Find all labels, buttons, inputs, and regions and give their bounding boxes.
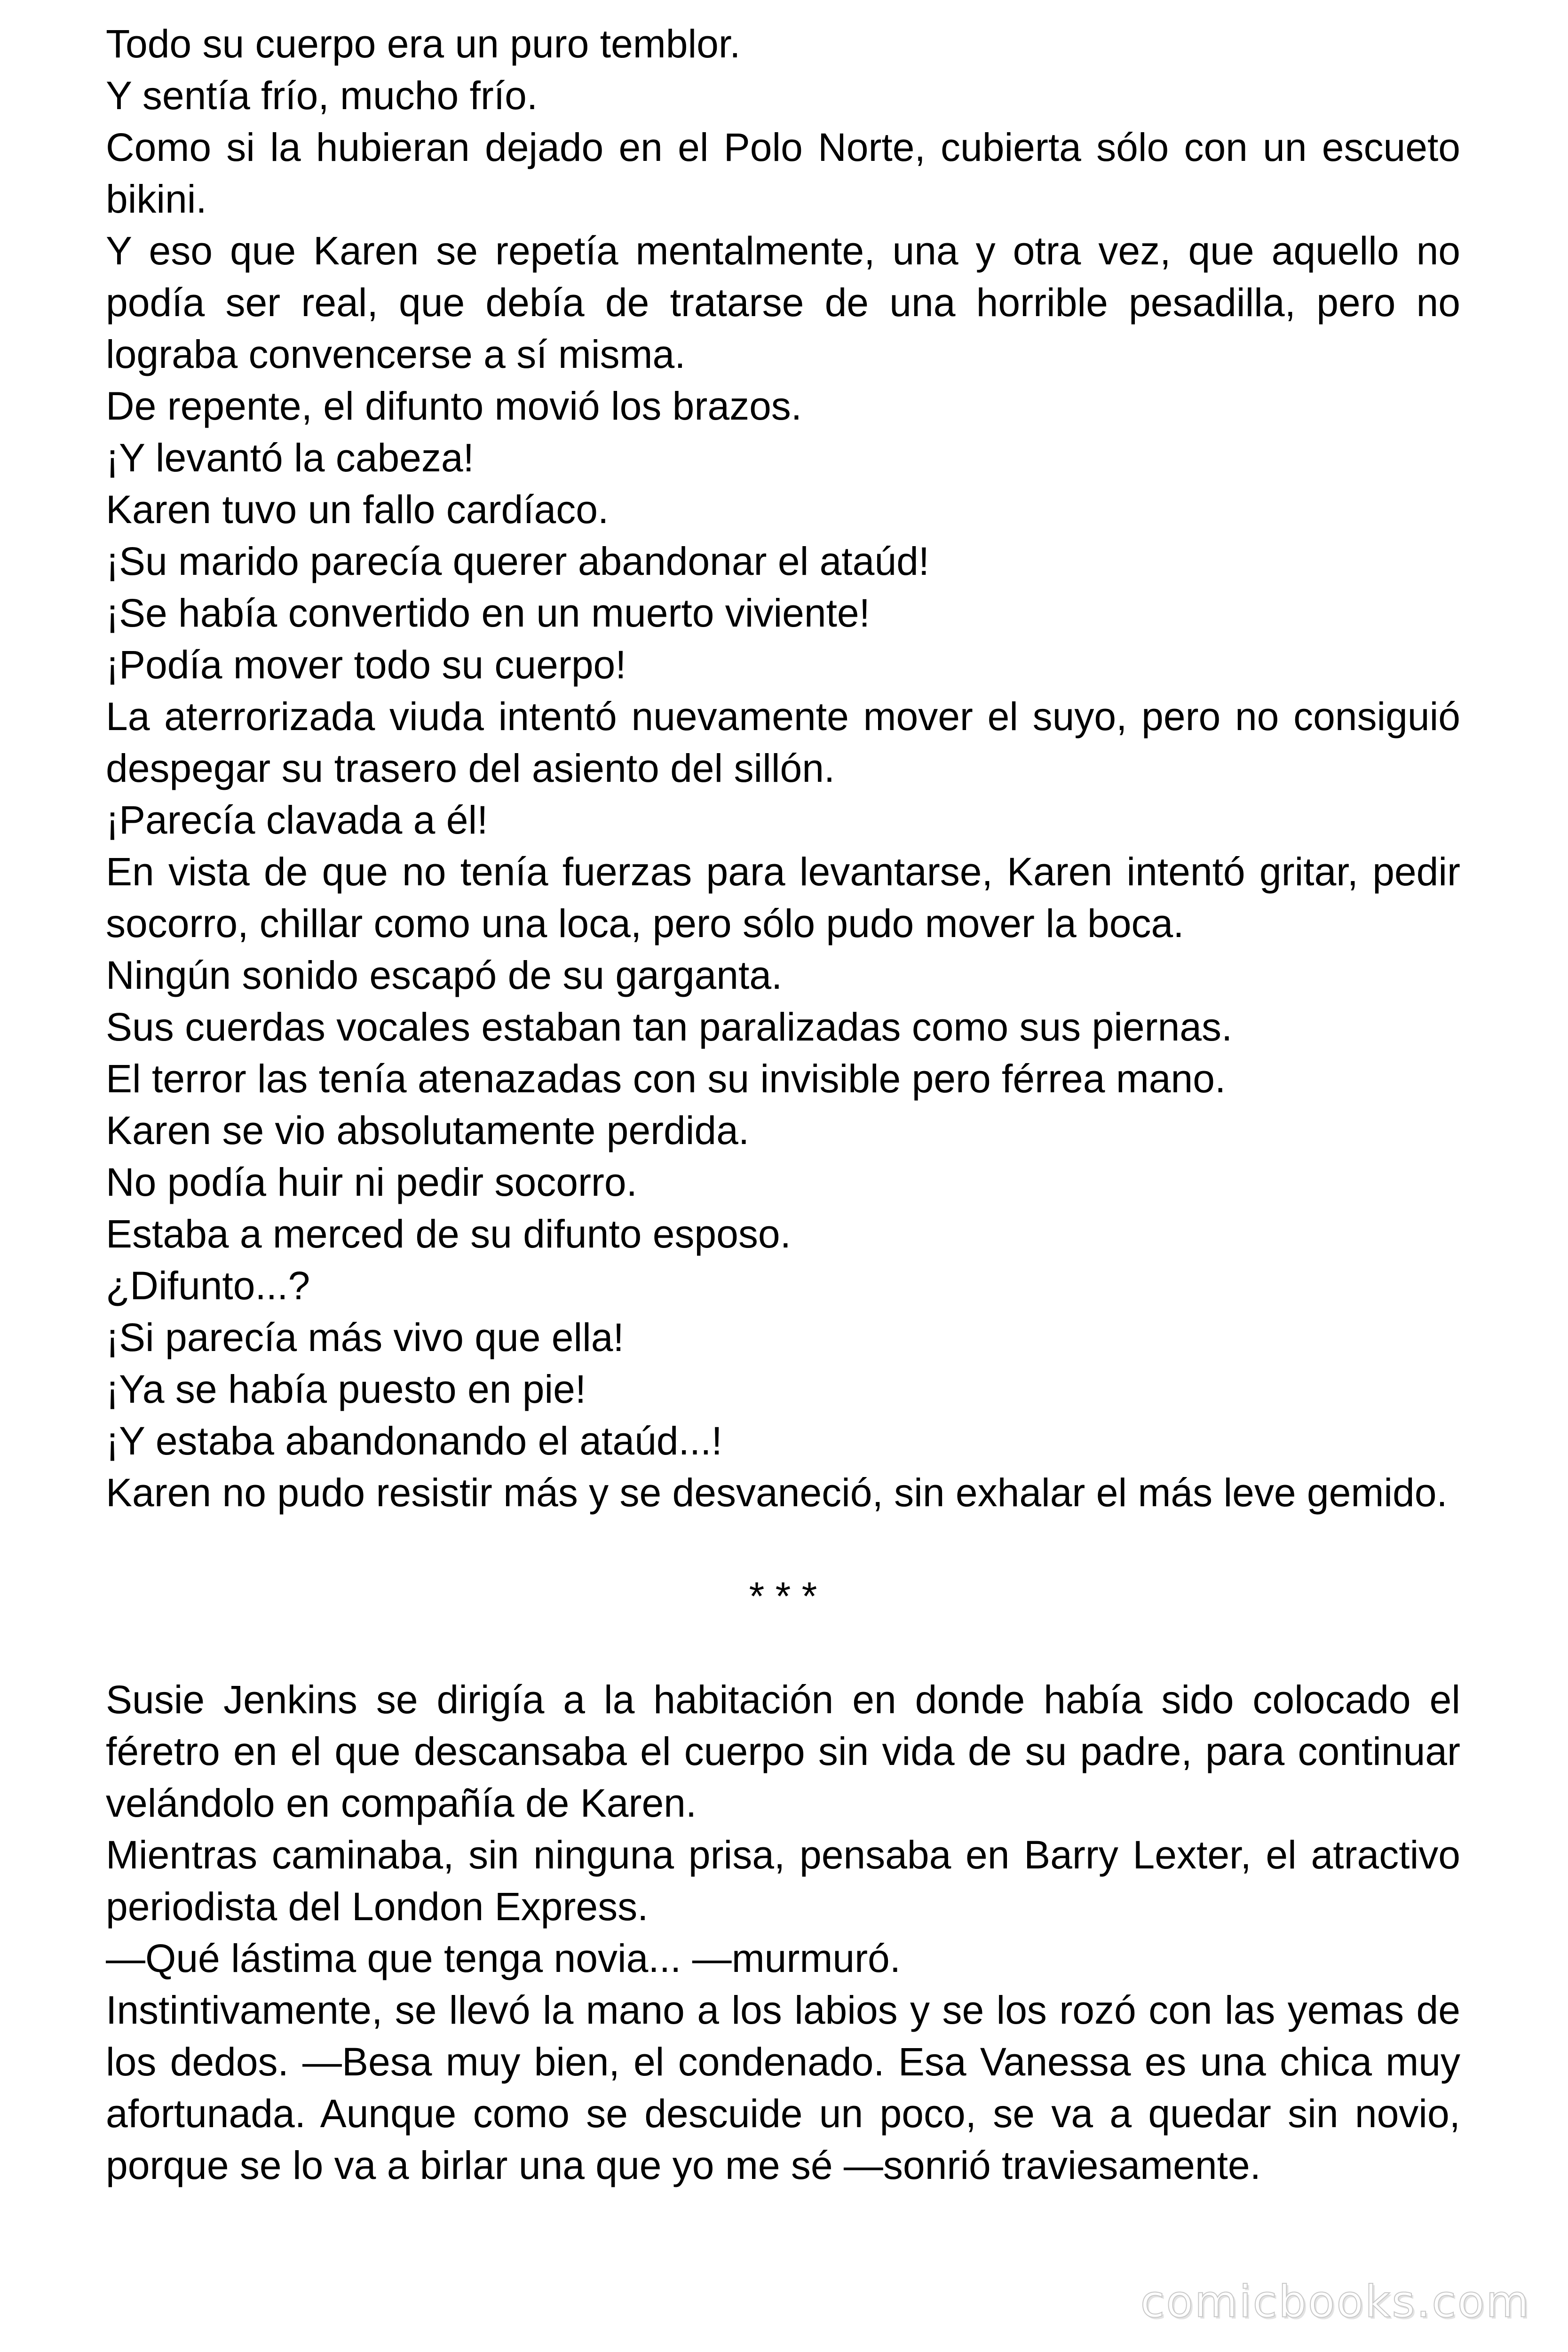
blank-line (106, 1622, 1460, 1674)
paragraph: Y sentía frío, mucho frío. (106, 73, 538, 118)
paragraph: Como si la hubieran dejado en el Polo Norte, cubierta sólo con un escueto bikini. (106, 125, 1460, 221)
paragraph: ¡Su marido parecía querer abandonar el ataúd! (106, 539, 930, 583)
paragraph: Karen se vio absolutamente perdida. (106, 1108, 750, 1152)
paragraph: ¡Y levantó la cabeza! (106, 436, 474, 480)
paragraph: En vista de que no tenía fuerzas para levantarse, Karen intentó gritar, pedir socorro, chillar como una loca, pero sólo pudo mover la boca. (106, 850, 1460, 946)
paragraph: No podía huir ni pedir socorro. (106, 1160, 637, 1204)
paragraph: ¡Si parecía más vivo que ella! (106, 1315, 624, 1359)
paragraph: ¡Parecía clavada a él! (106, 798, 488, 842)
paragraph: ¡Podía mover todo su cuerpo! (106, 643, 626, 687)
paragraph: ¡Se había convertido en un muerto viviente! (106, 591, 870, 635)
paragraph: Karen no pudo resistir más y se desvaneció, sin exhalar el más leve gemido. (106, 1470, 1448, 1515)
paragraph: Susie Jenkins se dirigía a la habitación en donde había sido colocado el féretro en el que descansaba el cuerpo sin vida de su padre, para continuar velándolo en compañía de Karen. (106, 1677, 1460, 1825)
scene-separator: * * * (749, 1574, 817, 1618)
paragraph: ¿Difunto...? (106, 1263, 310, 1308)
paragraph: Instintivamente, se llevó la mano a los labios y se los rozó con las yemas de los dedos. —Besa muy bien, el condenado. Esa Vanessa es una chica muy afortunada. Aunque como se descuide un poco, se va a quedar sin novio, porque se lo va a birlar una que yo me sé —sonrió traviesamente. (106, 1988, 1460, 2187)
paragraph: Ningún sonido escapó de su garganta. (106, 953, 783, 997)
watermark: comicbooks.com (1140, 2276, 1530, 2328)
paragraph: De repente, el difunto movió los brazos. (106, 384, 802, 428)
paragraph: La aterrorizada viuda intentó nuevamente mover el suyo, pero no consiguió despegar su trasero del asiento del sillón. (106, 694, 1460, 790)
paragraph: Y eso que Karen se repetía mentalmente, una y otra vez, que aquello no podía ser real, que debía de tratarse de una horrible pesadilla, pero no lograba convencerse a sí misma. (106, 229, 1460, 376)
blank-line (106, 1518, 1460, 1570)
paragraph: —Qué lástima que tenga novia... —murmuró. (106, 1936, 901, 1980)
paragraph: Todo su cuerpo era un puro temblor. (106, 22, 741, 66)
document-page (106, 18, 1460, 2191)
story-section-1 (106, 18, 1460, 1518)
paragraph: ¡Y estaba abandonando el ataúd...! (106, 1419, 722, 1463)
paragraph: El terror las tenía atenazadas con su invisible pero férrea mano. (106, 1057, 1226, 1101)
story-section-2 (106, 1674, 1460, 2191)
paragraph: Mientras caminaba, sin ninguna prisa, pensaba en Barry Lexter, el atractivo periodista del London Express. (106, 1833, 1460, 1929)
paragraph: Karen tuvo un fallo cardíaco. (106, 487, 609, 532)
paragraph: Sus cuerdas vocales estaban tan paralizadas como sus piernas. (106, 1005, 1233, 1049)
paragraph: Estaba a merced de su difunto esposo. (106, 1212, 791, 1256)
paragraph: ¡Ya se había puesto en pie! (106, 1367, 586, 1411)
